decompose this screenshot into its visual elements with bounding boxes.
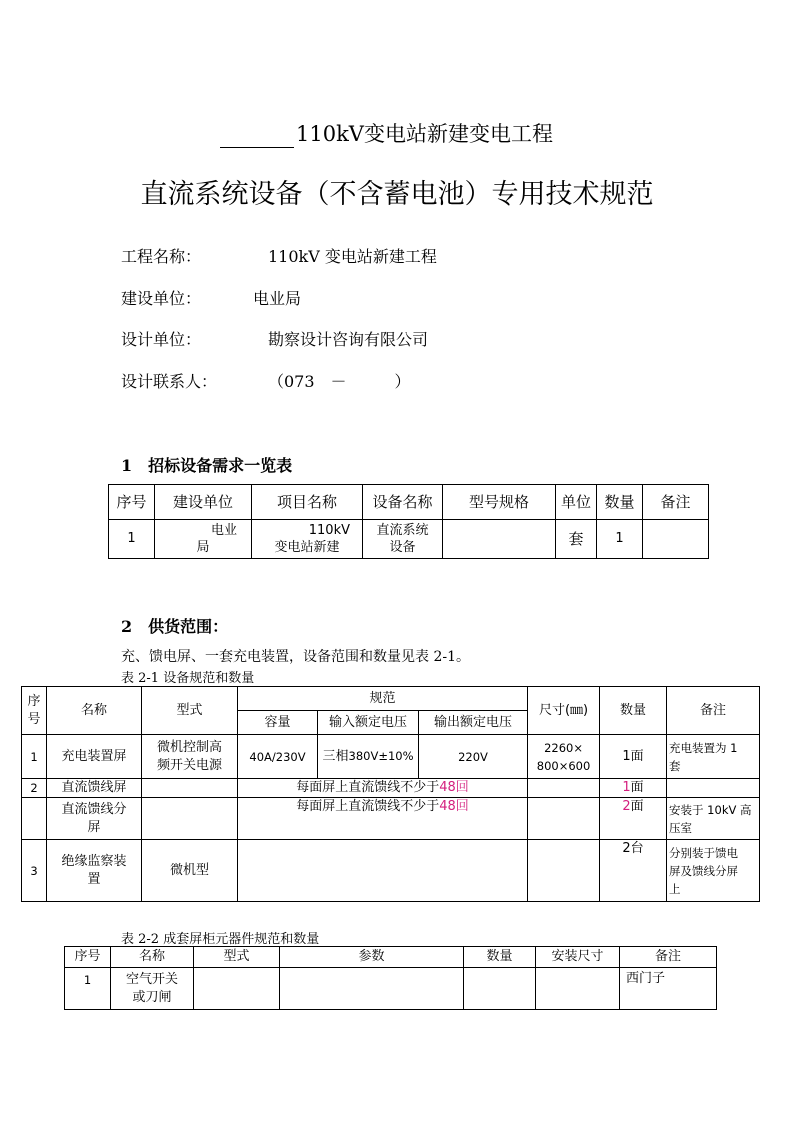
cell-output: 220V [419,735,528,779]
info-builder-value: 电业局 [253,289,302,308]
component-table [64,946,717,1010]
cell-no [22,798,47,840]
cell-remark-line2: 套 [669,758,681,773]
pre-title-text: 110kV变电站新建变电工程 [296,122,553,146]
cell-name-line2: 置 [87,871,101,887]
cell-unit: 套 [556,520,597,559]
cell-size [528,735,600,779]
header-cell: 序号 [65,947,111,968]
cell-name-line1: 绝缘监察装 [61,853,127,869]
cell-qty-num: 1 [622,780,631,795]
table-header-row [109,485,709,520]
cell-name-line2: 屏 [87,819,101,835]
cell-size [528,798,600,840]
cell-name: 直流馈线屏 [47,779,142,798]
table-row [22,798,760,840]
pre-title [220,118,553,148]
title-underline [220,127,294,148]
cell-spec [238,798,528,840]
header-capacity: 容量 [238,711,318,735]
section2-desc: 充、馈电屏、一套充电装置，设备范围和数量见表 2-1。 [121,649,470,665]
header-type: 型式 [142,687,238,735]
cell-name-line2: 或刀闸 [132,989,172,1005]
cell-name-line1: 空气开关 [125,971,178,987]
section1-title: 1 招标设备需求一览表 [121,456,293,475]
header-cell: 数量 [464,947,536,968]
info-project-value: 110kV 变电站新建工程 [268,247,437,266]
cell-remark: 西门子 [620,968,717,1010]
header-cell: 项目名称 [252,485,363,520]
table-header-row [65,947,717,968]
cell-install-size [536,968,620,1010]
cell-name-line1: 直流馈线分 [61,801,127,817]
header-no-line1: 序 [27,693,41,709]
cell-size-line1: 2260× [544,740,583,755]
cell-device [363,520,443,559]
cell-remark [667,798,760,840]
header-cell: 序号 [109,485,155,520]
cell-qty-unit: 面 [630,799,644,814]
cell-qty-num: 2 [622,799,631,814]
cell-qty [600,798,667,840]
cell-spec [238,779,528,798]
cell-no: 1 [109,520,155,559]
table-row [22,735,760,779]
header-cell: 数量 [597,485,643,520]
table-row [22,840,760,902]
cell-device-line2: 设备 [389,540,416,555]
table-row [65,968,717,1010]
cell-name [47,798,142,840]
cell-size [528,779,600,798]
cell-name: 充电装置屏 [47,735,142,779]
table-row [109,520,709,559]
header-output: 输出额定电压 [419,711,528,735]
info-contact-value: （073 － ） [268,372,411,391]
cell-type [142,735,238,779]
cell-no: 1 [65,968,111,1010]
header-cell: 备注 [620,947,717,968]
cell-qty-unit: 面 [630,780,644,795]
cell-project [252,520,363,559]
cell-no: 1 [22,735,47,779]
table2-caption: 表 2-2 成套屏柜元器件规范和数量 [121,932,320,947]
header-size: 尺寸(㎜) [528,687,600,735]
cell-qty: 2台 [600,840,667,902]
table-row [22,779,760,798]
cell-name [47,840,142,902]
header-cell: 参数 [280,947,464,968]
cell-type-line2: 频开关电源 [156,757,222,773]
cell-builder [155,520,252,559]
cell-spec-text: 每面屏上直流馈线不少于 [296,799,440,814]
header-input: 输入额定电压 [318,711,419,735]
info-builder-label: 建设单位： [121,289,202,308]
header-cell: 型式 [194,947,280,968]
header-name: 名称 [47,687,142,735]
cell-device-line1: 直流系统 [376,523,429,538]
table1-caption: 表 2-1 设备规范和数量 [121,671,255,686]
header-qty: 数量 [600,687,667,735]
info-contact-label: 设计联系人： [121,372,218,391]
header-no-line2: 号 [27,711,41,727]
cell-type-line1: 微机控制高 [156,739,222,755]
cell-input [318,735,419,779]
header-no [22,687,47,735]
header-cell: 设备名称 [363,485,443,520]
cell-type [142,779,238,798]
cell-project-line1: 110kV [308,523,350,538]
cell-no: 2 [22,779,47,798]
cell-spec-text: 每面屏上直流馈线不少于 [296,780,440,795]
cell-type: 微机型 [142,840,238,902]
section2-title: 2 供货范围： [121,617,229,636]
header-cell: 建设单位 [155,485,252,520]
cell-remark [667,779,760,798]
cell-qty [600,779,667,798]
header-spec: 规范 [238,687,528,711]
cell-spec-count: 48回 [439,799,469,814]
header-cell: 备注 [643,485,709,520]
cell-size-line2: 800×600 [536,758,591,773]
cell-no: 3 [22,840,47,902]
cell-remark-line3: 上 [669,881,681,896]
table-header-row [22,687,760,711]
cell-remark-line1: 分别装于馈电 [669,845,739,860]
cell-qty [464,968,536,1010]
cell-remark-line1: 充电装置为 1 [669,740,738,755]
info-designer-value: 勘察设计咨询有限公司 [268,330,429,349]
cell-name [111,968,194,1010]
cell-remark-line1: 安装于 10kV 高 [669,802,752,817]
header-cell: 型号规格 [443,485,556,520]
header-cell: 单位 [556,485,597,520]
cell-remark [643,520,709,559]
cell-capacity: 40A/230V [238,735,318,779]
cell-param [280,968,464,1010]
cell-spec-count: 48回 [439,780,469,795]
cell-type [194,968,280,1010]
cell-remark [667,735,760,779]
header-remark: 备注 [667,687,760,735]
cell-size [528,840,600,902]
info-designer-label: 设计单位： [121,330,202,349]
cell-builder-line1: 电业 [210,523,237,538]
cell-spec [238,840,528,902]
cell-input-prefix: 三相 [322,749,349,764]
spec-table [21,686,760,902]
cell-qty: 1 [597,520,643,559]
cell-remark-line2: 屏及馈线分屏 [669,863,739,878]
info-project-label: 工程名称： [121,247,202,266]
cell-project-line2: 变电站新建 [274,540,340,555]
cell-qty: 1面 [600,735,667,779]
header-cell: 安装尺寸 [536,947,620,968]
cell-builder-line2: 局 [196,540,210,555]
cell-remark [667,840,760,902]
cell-model [443,520,556,559]
cell-input-value: 380V±10% [348,749,414,763]
cell-remark-line2: 压室 [669,820,693,835]
page-title: 直流系统设备（不含蓄电池）专用技术规范 [140,179,654,210]
cell-type [142,798,238,840]
demand-table [108,484,709,559]
header-cell: 名称 [111,947,194,968]
